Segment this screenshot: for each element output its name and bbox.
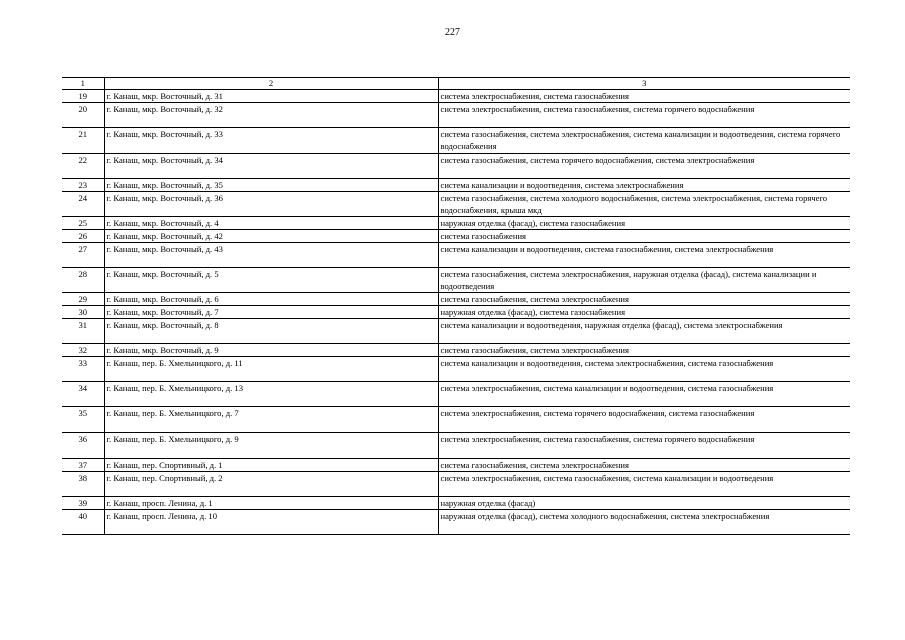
row-address: г. Канаш, мкр. Восточный, д. 34: [104, 154, 438, 179]
row-number: 35: [62, 407, 104, 433]
row-systems: система газоснабжения, система электроснабжения, система канализации и водоотведения, система горячего водоснабжения: [438, 128, 850, 154]
table-row: [62, 128, 850, 154]
row-number: 20: [62, 103, 104, 128]
row-systems: система канализации и водоотведения, наружная отделка (фасад), система электроснабжения: [438, 319, 850, 344]
row-address: г. Канаш, пер. Спортивный, д. 2: [104, 472, 438, 497]
row-systems: система электроснабжения, система газоснабжения, система горячего водоснабжения: [438, 103, 850, 128]
row-address: г. Канаш, мкр. Восточный, д. 8: [104, 319, 438, 344]
row-systems: система газоснабжения, система электроснабжения, наружная отделка (фасад), система канализации и водоотведения: [438, 268, 850, 293]
table-row: [62, 90, 850, 103]
row-address: г. Канаш, мкр. Восточный, д. 4: [104, 217, 438, 230]
row-address: г. Канаш, мкр. Восточный, д. 7: [104, 306, 438, 319]
row-number: 30: [62, 306, 104, 319]
table-row: [62, 382, 850, 407]
row-number: 32: [62, 344, 104, 357]
row-systems: система электроснабжения, система горячего водоснабжения, система газоснабжения: [438, 407, 850, 433]
table-row: [62, 268, 850, 293]
table-row: [62, 357, 850, 382]
row-address: г. Канаш, мкр. Восточный, д. 31: [104, 90, 438, 103]
table-row: [62, 510, 850, 535]
table-row: [62, 230, 850, 243]
header-col-1: 1: [62, 78, 104, 90]
table-row: [62, 154, 850, 179]
row-systems: система газоснабжения, система электроснабжения: [438, 293, 850, 306]
row-systems: система электроснабжения, система газоснабжения, система горячего водоснабжения: [438, 433, 850, 459]
row-number: 36: [62, 433, 104, 459]
row-systems: наружная отделка (фасад), система холодного водоснабжения, система электроснабжения: [438, 510, 850, 535]
header-col-2: 2: [104, 78, 438, 90]
row-systems: наружная отделка (фасад): [438, 497, 850, 510]
row-systems: система газоснабжения, система горячего водоснабжения, система электроснабжения: [438, 154, 850, 179]
row-address: г. Канаш, мкр. Восточный, д. 5: [104, 268, 438, 293]
row-address: г. Канаш, мкр. Восточный, д. 33: [104, 128, 438, 154]
table-row: [62, 217, 850, 230]
row-address: г. Канаш, пер. Б. Хмельницкого, д. 13: [104, 382, 438, 407]
row-address: г. Канаш, мкр. Восточный, д. 43: [104, 243, 438, 268]
table-row: [62, 472, 850, 497]
row-systems: система канализации и водоотведения, система электроснабжения, система газоснабжения: [438, 357, 850, 382]
row-number: 27: [62, 243, 104, 268]
row-systems: система электроснабжения, система газоснабжения: [438, 90, 850, 103]
row-number: 40: [62, 510, 104, 535]
row-systems: система газоснабжения: [438, 230, 850, 243]
row-number: 31: [62, 319, 104, 344]
row-number: 21: [62, 128, 104, 154]
table-row: [62, 497, 850, 510]
table-row: [62, 459, 850, 472]
row-number: 33: [62, 357, 104, 382]
row-number: 19: [62, 90, 104, 103]
row-address: г. Канаш, пер. Б. Хмельницкого, д. 9: [104, 433, 438, 459]
row-systems: система газоснабжения, система электроснабжения: [438, 344, 850, 357]
row-number: 34: [62, 382, 104, 407]
buildings-table: [62, 77, 850, 535]
table-row: [62, 344, 850, 357]
row-address: г. Канаш, мкр. Восточный, д. 32: [104, 103, 438, 128]
row-systems: система электроснабжения, система газоснабжения, система канализации и водоотведения: [438, 472, 850, 497]
row-number: 26: [62, 230, 104, 243]
row-systems: наружная отделка (фасад), система газоснабжения: [438, 217, 850, 230]
row-number: 22: [62, 154, 104, 179]
table-row: [62, 306, 850, 319]
table-row: [62, 192, 850, 217]
row-number: 39: [62, 497, 104, 510]
row-number: 23: [62, 179, 104, 192]
row-systems: система газоснабжения, система холодного водоснабжения, система электроснабжения, система горячего водоснабжения, крыша мкд: [438, 192, 850, 217]
row-number: 28: [62, 268, 104, 293]
row-systems: система электроснабжения, система канализации и водоотведения, система газоснабжения: [438, 382, 850, 407]
row-number: 38: [62, 472, 104, 497]
row-address: г. Канаш, мкр. Восточный, д. 6: [104, 293, 438, 306]
row-number: 29: [62, 293, 104, 306]
row-number: 37: [62, 459, 104, 472]
row-systems: система канализации и водоотведения, система газоснабжения, система электроснабжения: [438, 243, 850, 268]
table-row: [62, 103, 850, 128]
row-address: г. Канаш, мкр. Восточный, д. 35: [104, 179, 438, 192]
table-row: [62, 179, 850, 192]
row-address: г. Канаш, пер. Спортивный, д. 1: [104, 459, 438, 472]
table-row: [62, 293, 850, 306]
row-address: г. Канаш, пер. Б. Хмельницкого, д. 7: [104, 407, 438, 433]
row-address: г. Канаш, просп. Ленина, д. 10: [104, 510, 438, 535]
table-row: [62, 243, 850, 268]
row-address: г. Канаш, пер. Б. Хмельницкого, д. 11: [104, 357, 438, 382]
header-col-3: 3: [438, 78, 850, 90]
table-row: [62, 433, 850, 459]
row-address: г. Канаш, просп. Ленина, д. 1: [104, 497, 438, 510]
row-number: 24: [62, 192, 104, 217]
row-address: г. Канаш, мкр. Восточный, д. 42: [104, 230, 438, 243]
table-row: [62, 407, 850, 433]
row-number: 25: [62, 217, 104, 230]
row-systems: наружная отделка (фасад), система газоснабжения: [438, 306, 850, 319]
row-address: г. Канаш, мкр. Восточный, д. 9: [104, 344, 438, 357]
row-systems: система газоснабжения, система электроснабжения: [438, 459, 850, 472]
table-row: [62, 319, 850, 344]
row-address: г. Канаш, мкр. Восточный, д. 36: [104, 192, 438, 217]
page-number: 227: [445, 27, 460, 38]
row-systems: система канализации и водоотведения, система электроснабжения: [438, 179, 850, 192]
header-row: [62, 78, 850, 90]
